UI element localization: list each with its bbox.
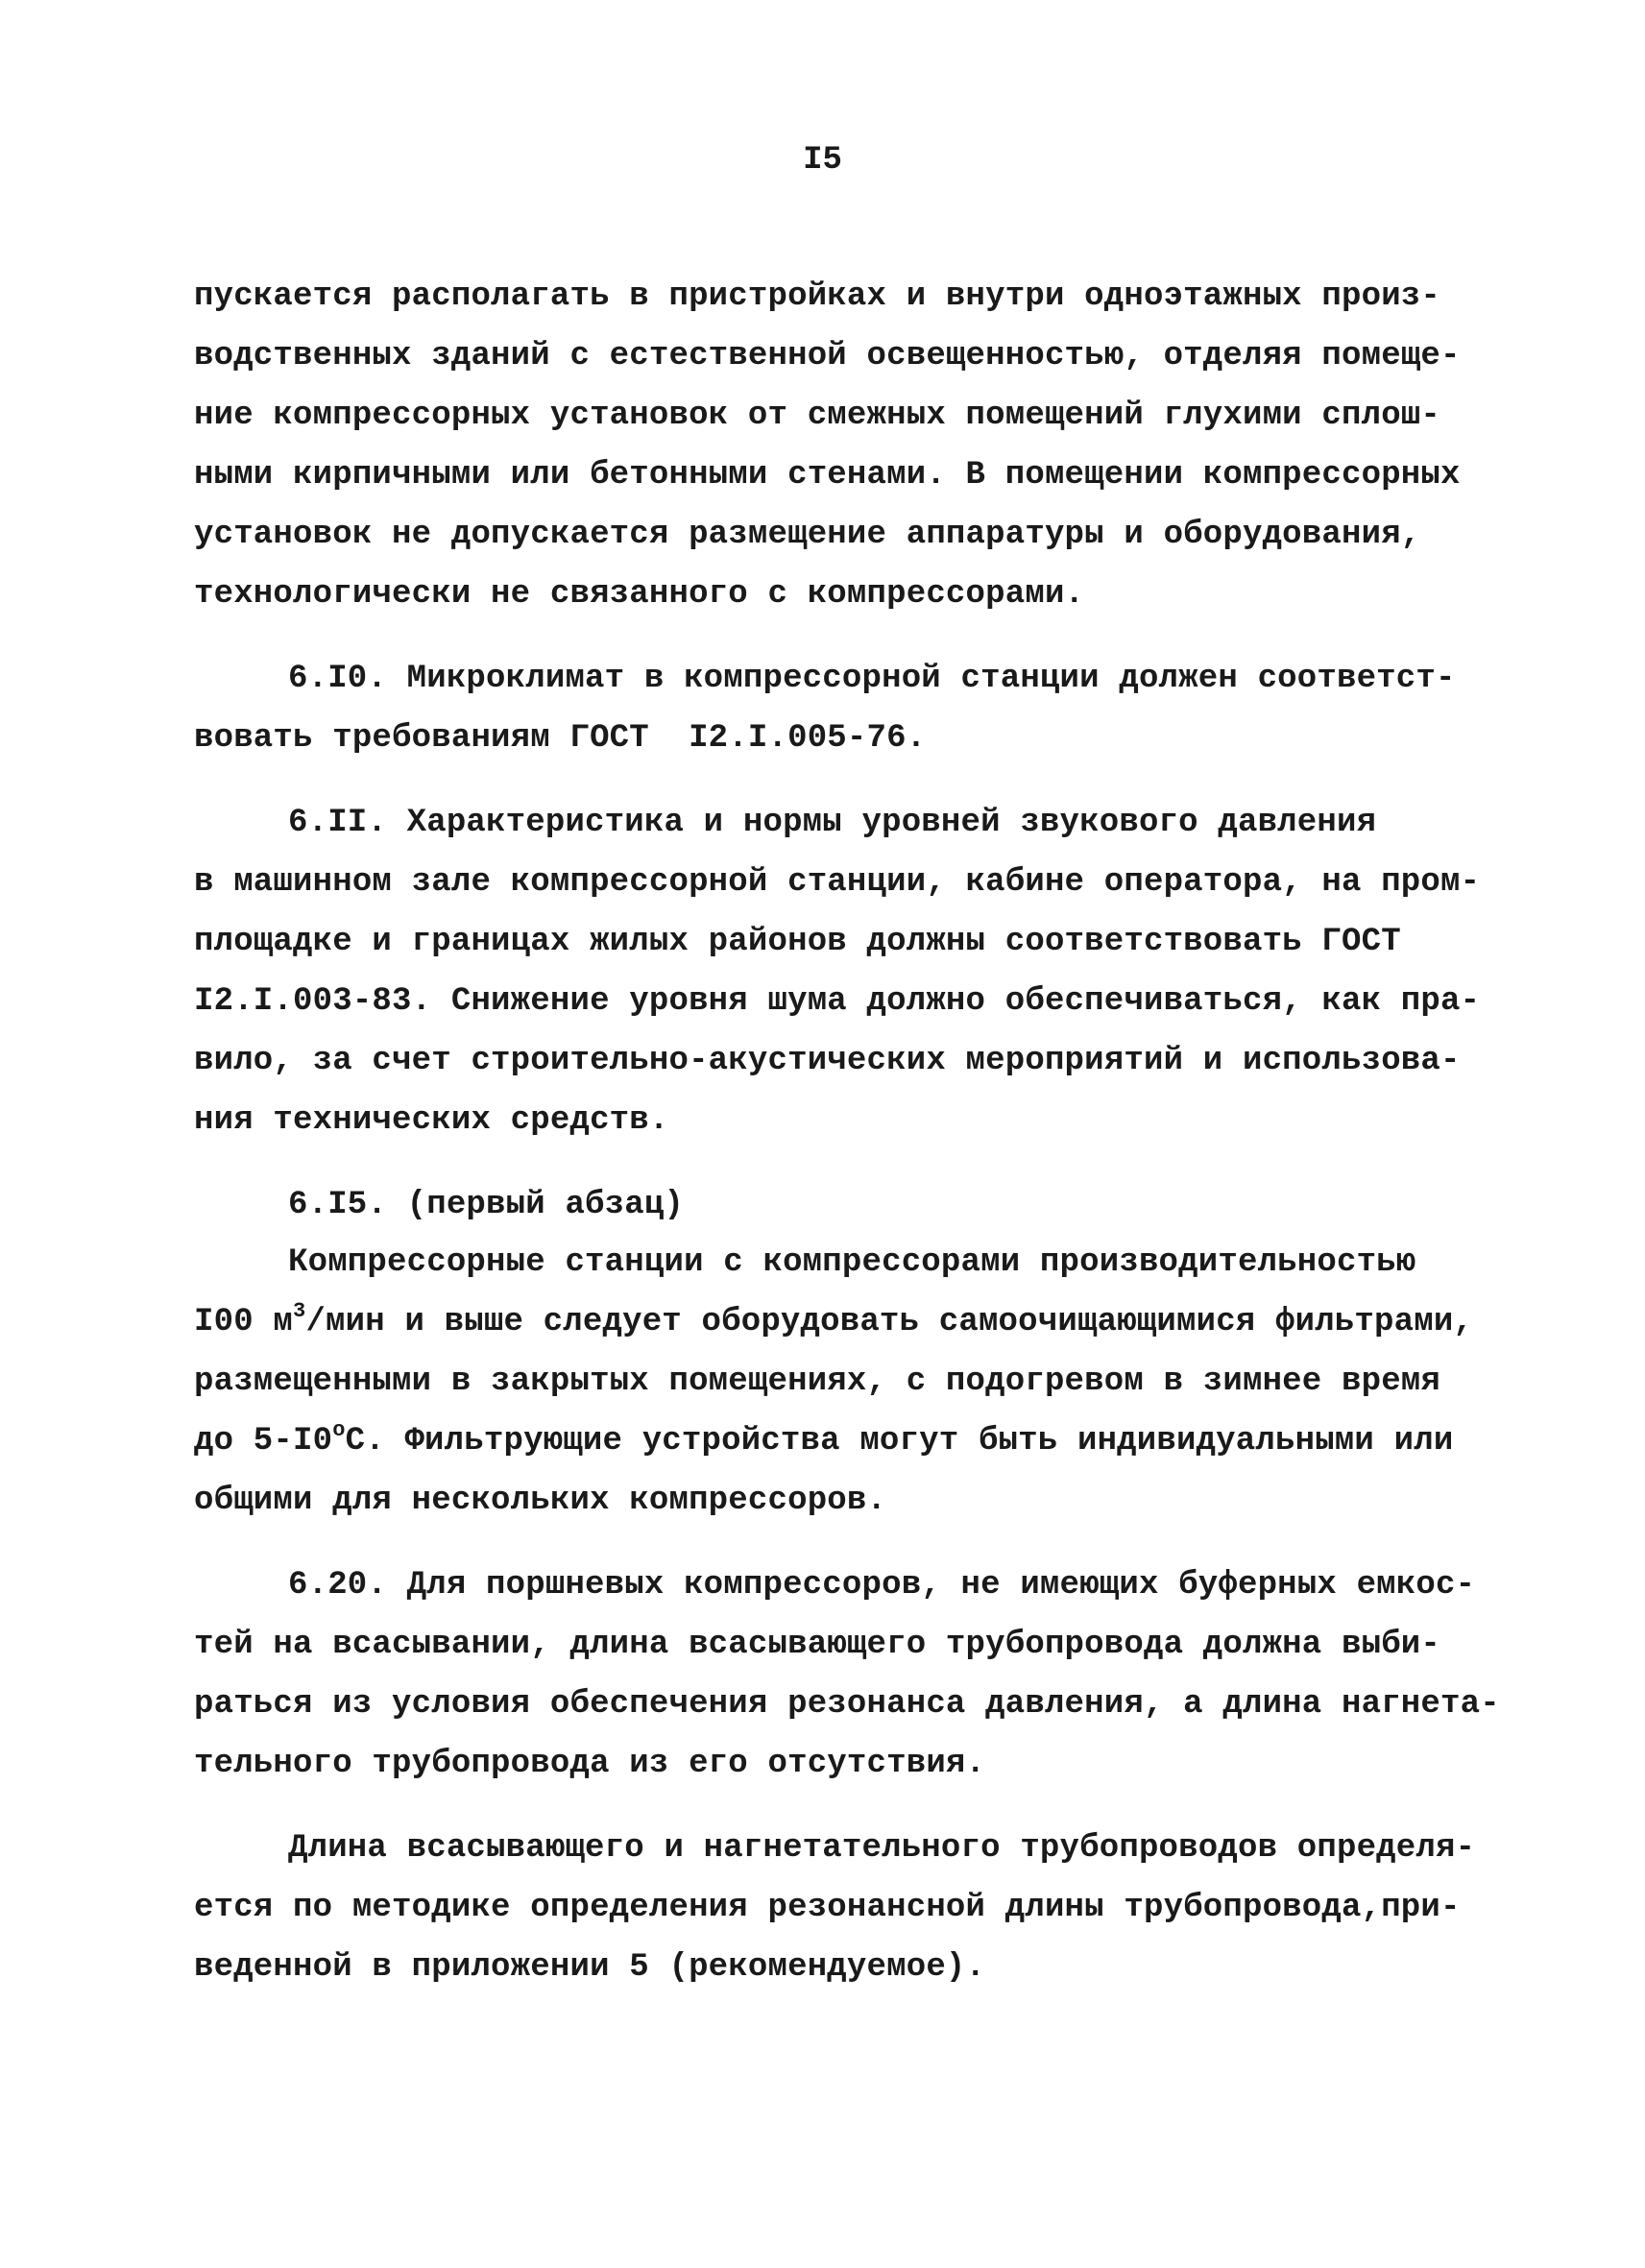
text-line: размещенными в закрытых помещениях, с подогревом в зимнее время [194,1363,1441,1400]
text-line: установок не допускается размещение аппаратуры и оборудования, [194,517,1421,553]
text-line: ется по методике определения резонансной длины трубопровода,при- [194,1890,1461,1926]
superscript: 3 [293,1298,306,1323]
text-line: в машинном зале компрессорной станции, кабине оператора, на пром- [194,864,1481,901]
text-line: пускается располагать в пристройках и внутри одноэтажных произ- [194,278,1441,315]
page-number: I5 [803,142,842,179]
text-line: I2.I.003-83. Снижение уровня шума должно обеспечиваться, как пра- [194,983,1481,1020]
text-line: ние компрессорных установок от смежных помещений глухими сплош- [194,398,1441,434]
superscript: о [332,1417,346,1442]
text-line: Длина всасывающего и нагнетательного трубопроводов определя- [288,1830,1476,1867]
text-line: 6.20. Для поршневых компрессоров, не имеющих буферных емкос- [288,1567,1476,1604]
text-fragment: I00 м [194,1304,294,1340]
text-line: технологически не связанного с компрессорами. [194,576,1085,613]
text-line: тей на всасывании, длина всасывающего трубопровода должна выби- [194,1627,1441,1663]
text-line: Компрессорные станции с компрессорами производительностью [288,1244,1416,1281]
text-line: вовать требованиям ГОСТ I2.I.005-76. [194,720,927,757]
text-line: общими для нескольких компрессоров. [194,1483,887,1519]
text-line: 6.II. Характеристика и нормы уровней звукового давления [288,805,1377,841]
text-line: тельного трубопровода из его отсутствия. [194,1746,986,1782]
text-line: ными кирпичными или бетонными стенами. В помещении компрессорных [194,457,1461,494]
text-line: площадке и границах жилых районов должны соответствовать ГОСТ [194,924,1401,960]
text-line: ния технических средств. [194,1102,669,1139]
text-line: раться из условия обеспечения резонанса давления, а длина нагнета- [194,1686,1500,1723]
text-line: водственных зданий с естественной освещенностью, отделяя помеще- [194,338,1461,374]
text-line [194,1298,1474,1340]
text-fragment: /мин и выше следует оборудовать самоочищающимися фильтрами, [305,1304,1474,1340]
text-fragment: С. Фильтрующие устройства могут быть индивидуальными или [345,1423,1454,1460]
text-line: 6.I5. (первый абзац) [288,1187,685,1223]
text-line: веденной в приложении 5 (рекомендуемое). [194,1949,986,1986]
text-line: 6.I0. Микроклимат в компрессорной станции должен соответст- [288,661,1456,697]
text-line: вило, за счет строительно-акустических мероприятий и использова- [194,1043,1461,1079]
text-fragment: до 5-I0 [194,1423,333,1460]
text-line [194,1417,1454,1460]
